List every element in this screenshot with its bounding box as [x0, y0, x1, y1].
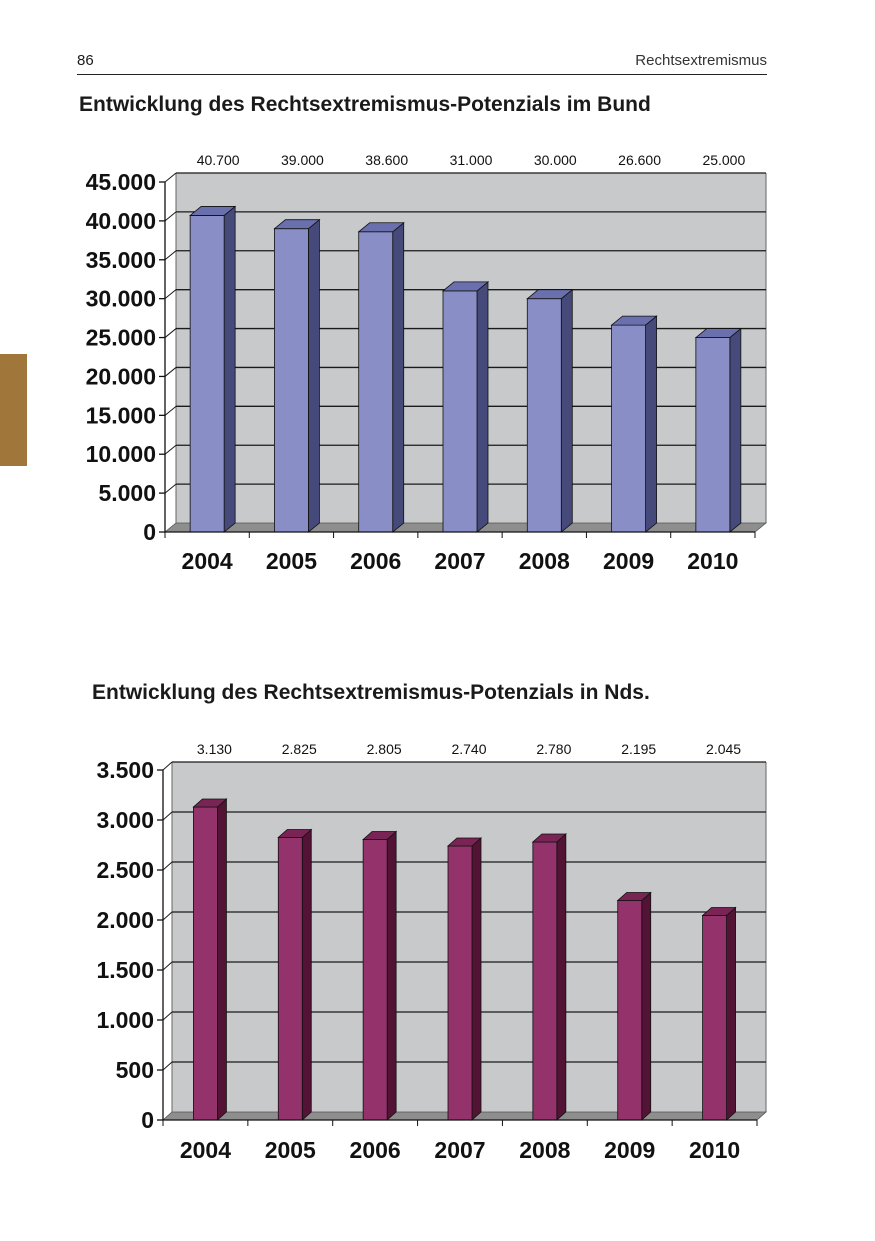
- c2-y-tick-label-7: 3.500: [96, 757, 154, 783]
- c2-y-tick-label-0: 0: [141, 1107, 154, 1133]
- c2-bar-1: [278, 838, 302, 1121]
- c2-y-tick-label-6: 3.000: [96, 807, 154, 833]
- c2-gridline-side-2: [163, 1012, 172, 1020]
- c1-gridline-side-9: [165, 173, 176, 182]
- c1-bar-side-0: [224, 206, 235, 532]
- c2-bar-4: [533, 842, 557, 1120]
- c1-data-label-2: 38.600: [365, 152, 409, 168]
- c1-gridline-side-3: [165, 406, 176, 415]
- c2-data-label-4: 2.780: [536, 741, 572, 757]
- c2-x-tick-label-5: 2009: [604, 1137, 656, 1163]
- c1-bar-side-5: [646, 316, 657, 532]
- c1-y-tick-label-7: 35.000: [85, 246, 156, 273]
- c2-x-tick-label-4: 2008: [519, 1137, 571, 1163]
- bar-chart-nds: [0, 730, 875, 1180]
- c1-bar-1: [274, 229, 308, 532]
- c1-bar-side-3: [477, 282, 488, 532]
- c1-gridline-side-2: [165, 445, 176, 454]
- header-rule: [77, 74, 767, 75]
- c1-x-tick-label-2: 2006: [350, 548, 402, 574]
- c1-gridline-side-5: [165, 329, 176, 338]
- c2-gridline-side-3: [163, 962, 172, 970]
- c1-gridline-side-4: [165, 367, 176, 376]
- c1-data-label-1: 39.000: [281, 152, 324, 168]
- c2-gridline-side-6: [163, 812, 172, 820]
- c2-data-label-0: 3.130: [196, 741, 232, 757]
- c1-x-tick-label-0: 2004: [181, 548, 233, 574]
- c2-x-tick-label-3: 2007: [434, 1137, 486, 1163]
- c1-data-label-0: 40.700: [196, 152, 240, 168]
- c2-y-tick-label-4: 2.000: [96, 907, 154, 933]
- c1-bar-3: [443, 291, 477, 532]
- c1-x-tick-label-4: 2008: [518, 548, 570, 574]
- c1-bar-2: [359, 232, 393, 532]
- c1-y-tick-label-5: 25.000: [85, 324, 156, 351]
- c1-x-tick-label-5: 2009: [602, 548, 655, 574]
- c2-bar-side-0: [217, 799, 226, 1120]
- c2-data-label-3: 2.740: [451, 741, 487, 757]
- c1-data-label-5: 26.600: [618, 152, 661, 168]
- c1-gridline-side-6: [165, 290, 176, 299]
- c1-y-tick-label-9: 45.000: [85, 169, 156, 195]
- c2-bar-side-3: [472, 838, 481, 1120]
- c2-data-label-6: 2.045: [706, 741, 742, 757]
- c1-x-tick-label-6: 2010: [687, 548, 739, 574]
- c1-y-tick-label-4: 20.000: [85, 363, 156, 390]
- page-number: 86: [77, 52, 94, 69]
- c2-bar-side-4: [557, 834, 566, 1120]
- c2-bar-2: [363, 840, 387, 1121]
- c1-y-tick-label-1: 5.000: [98, 480, 156, 507]
- c1-gridline-side-1: [165, 484, 176, 493]
- c2-bar-side-2: [387, 832, 396, 1121]
- c2-data-label-1: 2.825: [281, 741, 317, 757]
- c1-y-tick-label-0: 0: [143, 519, 156, 545]
- c2-data-label-2: 2.805: [366, 741, 402, 757]
- c1-bar-0: [190, 215, 224, 532]
- c1-bar-side-2: [393, 223, 404, 532]
- c2-bar-0: [193, 807, 217, 1120]
- c2-bar-side-5: [642, 893, 651, 1121]
- c2-bar-6: [703, 916, 727, 1121]
- c1-y-tick-label-6: 30.000: [85, 285, 156, 312]
- c2-x-tick-label-2: 2006: [349, 1137, 401, 1163]
- c1-bar-side-1: [308, 220, 319, 532]
- c2-bar-5: [618, 901, 642, 1121]
- c1-bar-5: [612, 325, 646, 532]
- c1-bar-6: [696, 338, 730, 532]
- c2-gridline-side-4: [163, 912, 172, 920]
- c2-x-tick-label-0: 2004: [179, 1137, 232, 1163]
- c1-y-tick-label-8: 40.000: [85, 207, 156, 234]
- chart-title-nds: Entwicklung des Rechtsextremismus-Potenzials in Nds.: [92, 681, 650, 704]
- c1-data-label-4: 30.000: [533, 152, 577, 168]
- c2-x-tick-label-6: 2010: [688, 1137, 741, 1163]
- c2-y-tick-label-1: 500: [115, 1057, 154, 1083]
- c2-gridline-side-1: [163, 1062, 172, 1070]
- c1-x-tick-label-3: 2007: [434, 548, 486, 574]
- c2-data-label-5: 2.195: [621, 741, 657, 757]
- running-head: Rechtsextremismus: [635, 52, 767, 69]
- c1-bar-side-4: [561, 290, 572, 532]
- c2-y-tick-label-5: 2.500: [96, 857, 154, 883]
- c1-bar-side-6: [730, 329, 741, 532]
- c2-y-tick-label-2: 1.000: [96, 1007, 154, 1033]
- c2-x-tick-label-1: 2005: [264, 1137, 316, 1163]
- c2-bar-3: [448, 846, 472, 1120]
- chart-title-bund: Entwicklung des Rechtsextremismus-Potenzials im Bund: [79, 93, 651, 116]
- c1-data-label-6: 25.000: [702, 152, 746, 168]
- c1-gridline-side-8: [165, 212, 176, 221]
- c2-bar-side-1: [302, 830, 311, 1121]
- c2-gridline-side-5: [163, 862, 172, 870]
- c1-y-tick-label-2: 10.000: [85, 441, 156, 468]
- bar-chart-bund: [0, 140, 875, 590]
- c2-bar-side-6: [727, 908, 736, 1121]
- c1-bar-4: [527, 299, 561, 532]
- c1-x-tick-label-1: 2005: [265, 548, 318, 574]
- c1-y-tick-label-3: 15.000: [85, 402, 156, 429]
- c2-y-tick-label-3: 1.500: [96, 957, 154, 983]
- c1-gridline-side-7: [165, 251, 176, 260]
- c2-gridline-side-7: [163, 762, 172, 770]
- c1-data-label-3: 31.000: [449, 152, 493, 168]
